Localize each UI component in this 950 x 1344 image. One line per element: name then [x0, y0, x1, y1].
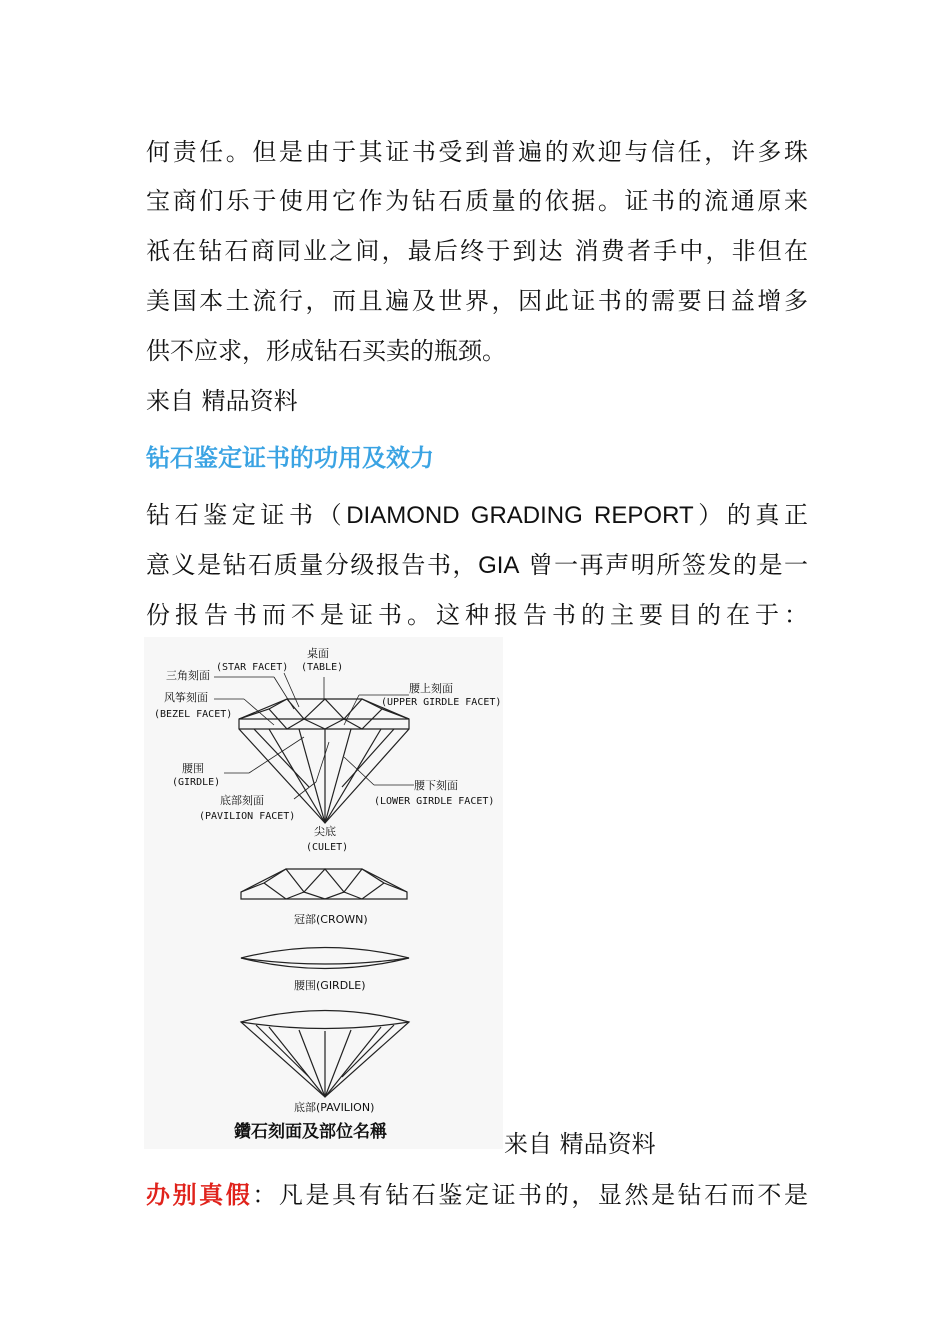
label-star-en: (STAR FACET) [216, 662, 289, 673]
body-line-5: 供不应求，形成钻石买卖的瓶颈。 [146, 337, 506, 365]
label-girdle-en: (GIRDLE) [172, 777, 221, 788]
para2-line-3: 份报告书而不是证书。这种报告书的主要目的在于： [146, 601, 813, 629]
body-line-2: 宝商们乐于使用它作为钻石质量的依据。证书的流通原来 [146, 187, 808, 215]
label-upper-girdle-en: (UPPER GIRDLE FACET) [381, 697, 502, 708]
label-crown: 冠部(CROWN) [294, 913, 368, 926]
label-pavilion-facet-en: (PAVILION FACET) [199, 811, 296, 822]
label-table-en: (TABLE) [301, 662, 344, 673]
body-line-4: 美国本土流行，而且遍及世界，因此证书的需要日益增多 [146, 287, 808, 315]
body-line-1: 何责任。但是由于其证书受到普遍的欢迎与信任，许多珠 [146, 138, 808, 166]
label-pavilion: 底部(PAVILION) [294, 1101, 375, 1114]
label-table-cn: 桌面 [307, 647, 329, 660]
label-lower-girdle-en: (LOWER GIRDLE FACET) [374, 796, 495, 807]
label-bezel-en: (BEZEL FACET) [154, 709, 233, 720]
crown-piece [241, 869, 407, 899]
pavilion-piece [241, 1011, 409, 1098]
diamond-facet-diagram [144, 637, 503, 1149]
label-bezel-cn: 风筝刻面 [164, 691, 208, 704]
figure-caption: 鑽石刻面及部位名稱 [234, 1122, 387, 1142]
source-note-2: 来自 精品资料 [504, 1130, 656, 1158]
label-lower-girdle-cn: 腰下刻面 [414, 779, 458, 792]
source-note: 来自 精品资料 [146, 387, 298, 415]
last-line: 办别真假：凡是具有钻石鉴定证书的，显然是钻石而不是 [146, 1180, 809, 1209]
label-star-cn: 三角刻面 [166, 669, 210, 682]
label-pavilion-facet-cn: 底部刻面 [220, 794, 264, 807]
label-culet-en: (CULET) [306, 842, 349, 853]
label-upper-girdle-cn: 腰上刻面 [409, 682, 453, 695]
label-girdle-part: 腰围(GIRDLE) [294, 979, 366, 992]
para2-line-1: 钻石鉴定证书（DIAMOND GRADING REPORT）的真正 [146, 501, 809, 529]
girdle-piece [241, 948, 409, 969]
label-girdle-cn: 腰围 [182, 762, 204, 775]
label-culet-cn: 尖底 [314, 825, 336, 838]
para2-line-2: 意义是钻石质量分级报告书，GIA 曾一再声明所签发的是一 [146, 551, 808, 579]
section-heading: 钻石鉴定证书的功用及效力 [146, 444, 434, 472]
body-line-3: 祇在钻石商同业之间，最后终于到达 消费者手中，非但在 [146, 237, 808, 265]
